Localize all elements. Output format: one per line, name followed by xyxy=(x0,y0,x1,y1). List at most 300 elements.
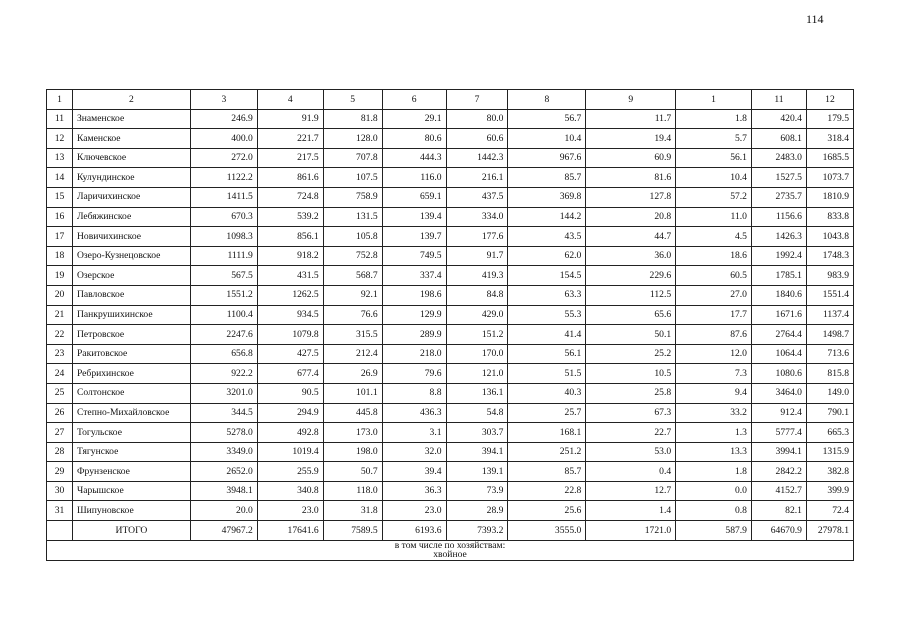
value-cell: 118.0 xyxy=(323,481,382,501)
table-row xyxy=(47,442,854,462)
value-cell: 121.0 xyxy=(446,364,508,384)
table-row xyxy=(47,187,854,207)
value-cell: 112.5 xyxy=(586,285,676,305)
total-blank-cell xyxy=(47,521,73,541)
value-cell: 5777.4 xyxy=(751,423,806,443)
value-cell: 1426.3 xyxy=(751,227,806,247)
value-cell: 139.1 xyxy=(446,462,508,482)
row-name: Лебяжинское xyxy=(72,207,190,227)
value-cell: 168.1 xyxy=(508,423,586,443)
value-cell: 427.5 xyxy=(257,344,323,364)
total-row xyxy=(47,521,854,541)
value-cell: 170.0 xyxy=(446,344,508,364)
table-row xyxy=(47,207,854,227)
table-row xyxy=(47,481,854,501)
value-cell: 399.9 xyxy=(806,481,853,501)
value-cell: 56.7 xyxy=(508,109,586,129)
value-cell: 251.2 xyxy=(508,442,586,462)
table-row xyxy=(47,344,854,364)
value-cell: 568.7 xyxy=(323,266,382,286)
value-cell: 1498.7 xyxy=(806,325,853,345)
value-cell: 5.7 xyxy=(676,129,752,149)
value-cell: 665.3 xyxy=(806,423,853,443)
value-cell: 3.1 xyxy=(382,423,446,443)
value-cell: 419.3 xyxy=(446,266,508,286)
total-value-cell: 7589.5 xyxy=(323,521,382,541)
value-cell: 1671.6 xyxy=(751,305,806,325)
value-cell: 492.8 xyxy=(257,423,323,443)
value-cell: 85.7 xyxy=(508,462,586,482)
value-cell: 1748.3 xyxy=(806,246,853,266)
value-cell: 1442.3 xyxy=(446,148,508,168)
header-cell: 12 xyxy=(806,90,853,110)
value-cell: 41.4 xyxy=(508,325,586,345)
value-cell: 217.5 xyxy=(257,148,323,168)
value-cell: 337.4 xyxy=(382,266,446,286)
value-cell: 177.6 xyxy=(446,227,508,247)
value-cell: 758.9 xyxy=(323,187,382,207)
value-cell: 1785.1 xyxy=(751,266,806,286)
value-cell: 221.7 xyxy=(257,129,323,149)
total-value-cell: 587.9 xyxy=(676,521,752,541)
value-cell: 1019.4 xyxy=(257,442,323,462)
total-value-cell: 1721.0 xyxy=(586,521,676,541)
value-cell: 40.3 xyxy=(508,383,586,403)
row-number: 26 xyxy=(47,403,73,423)
value-cell: 57.2 xyxy=(676,187,752,207)
value-cell: 92.1 xyxy=(323,285,382,305)
value-cell: 382.8 xyxy=(806,462,853,482)
value-cell: 116.0 xyxy=(382,168,446,188)
value-cell: 315.5 xyxy=(323,325,382,345)
value-cell: 91.9 xyxy=(257,109,323,129)
value-cell: 54.8 xyxy=(446,403,508,423)
row-number: 19 xyxy=(47,266,73,286)
value-cell: 8.8 xyxy=(382,383,446,403)
value-cell: 22.8 xyxy=(508,481,586,501)
value-cell: 198.6 xyxy=(382,285,446,305)
value-cell: 2652.0 xyxy=(190,462,257,482)
value-cell: 437.5 xyxy=(446,187,508,207)
table-row xyxy=(47,403,854,423)
header-cell: 1 xyxy=(47,90,73,110)
value-cell: 87.6 xyxy=(676,325,752,345)
value-cell: 7.3 xyxy=(676,364,752,384)
row-name: Ракитовское xyxy=(72,344,190,364)
value-cell: 677.4 xyxy=(257,364,323,384)
page-number: 114 xyxy=(806,12,824,26)
value-cell: 431.5 xyxy=(257,266,323,286)
value-cell: 2247.6 xyxy=(190,325,257,345)
value-cell: 80.6 xyxy=(382,129,446,149)
value-cell: 1.8 xyxy=(676,462,752,482)
row-name: Шипуновское xyxy=(72,501,190,521)
total-value-cell: 27978.1 xyxy=(806,521,853,541)
value-cell: 1685.5 xyxy=(806,148,853,168)
value-cell: 36.3 xyxy=(382,481,446,501)
value-cell: 1315.9 xyxy=(806,442,853,462)
value-cell: 65.6 xyxy=(586,305,676,325)
value-cell: 149.0 xyxy=(806,383,853,403)
row-number: 14 xyxy=(47,168,73,188)
footer-cell xyxy=(47,540,854,560)
table-row xyxy=(47,383,854,403)
row-name: Петровское xyxy=(72,325,190,345)
value-cell: 539.2 xyxy=(257,207,323,227)
value-cell: 39.4 xyxy=(382,462,446,482)
value-cell: 129.9 xyxy=(382,305,446,325)
value-cell: 3201.0 xyxy=(190,383,257,403)
value-cell: 67.3 xyxy=(586,403,676,423)
value-cell: 32.0 xyxy=(382,442,446,462)
value-cell: 856.1 xyxy=(257,227,323,247)
value-cell: 1043.8 xyxy=(806,227,853,247)
value-cell: 127.8 xyxy=(586,187,676,207)
value-cell: 344.5 xyxy=(190,403,257,423)
value-cell: 436.3 xyxy=(382,403,446,423)
row-name: Новичихинское xyxy=(72,227,190,247)
value-cell: 656.8 xyxy=(190,344,257,364)
value-cell: 90.5 xyxy=(257,383,323,403)
value-cell: 25.7 xyxy=(508,403,586,423)
value-cell: 1.8 xyxy=(676,109,752,129)
value-cell: 55.3 xyxy=(508,305,586,325)
value-cell: 25.2 xyxy=(586,344,676,364)
value-cell: 445.8 xyxy=(323,403,382,423)
header-cell: 11 xyxy=(751,90,806,110)
value-cell: 179.5 xyxy=(806,109,853,129)
value-cell: 1064.4 xyxy=(751,344,806,364)
value-cell: 2764.4 xyxy=(751,325,806,345)
value-cell: 22.7 xyxy=(586,423,676,443)
row-number: 28 xyxy=(47,442,73,462)
value-cell: 3948.1 xyxy=(190,481,257,501)
value-cell: 1073.7 xyxy=(806,168,853,188)
value-cell: 724.8 xyxy=(257,187,323,207)
table-row xyxy=(47,129,854,149)
row-name: Чарышское xyxy=(72,481,190,501)
value-cell: 43.5 xyxy=(508,227,586,247)
value-cell: 76.6 xyxy=(323,305,382,325)
value-cell: 229.6 xyxy=(586,266,676,286)
header-cell: 7 xyxy=(446,90,508,110)
total-value-cell: 64670.9 xyxy=(751,521,806,541)
row-number: 24 xyxy=(47,364,73,384)
table-row xyxy=(47,501,854,521)
value-cell: 63.3 xyxy=(508,285,586,305)
value-cell: 670.3 xyxy=(190,207,257,227)
value-cell: 0.4 xyxy=(586,462,676,482)
table-row xyxy=(47,364,854,384)
value-cell: 10.4 xyxy=(676,168,752,188)
row-number: 30 xyxy=(47,481,73,501)
value-cell: 136.1 xyxy=(446,383,508,403)
value-cell: 128.0 xyxy=(323,129,382,149)
header-cell: 6 xyxy=(382,90,446,110)
value-cell: 934.5 xyxy=(257,305,323,325)
total-label: ИТОГО xyxy=(72,521,190,541)
value-cell: 20.0 xyxy=(190,501,257,521)
value-cell: 1.3 xyxy=(676,423,752,443)
value-cell: 218.0 xyxy=(382,344,446,364)
value-cell: 1992.4 xyxy=(751,246,806,266)
value-cell: 12.7 xyxy=(586,481,676,501)
value-cell: 139.4 xyxy=(382,207,446,227)
row-name: Ребрихинское xyxy=(72,364,190,384)
value-cell: 60.6 xyxy=(446,129,508,149)
row-number: 25 xyxy=(47,383,73,403)
value-cell: 139.7 xyxy=(382,227,446,247)
value-cell: 107.5 xyxy=(323,168,382,188)
row-name: Озеро-Кузнецовское xyxy=(72,246,190,266)
value-cell: 1100.4 xyxy=(190,305,257,325)
value-cell: 151.2 xyxy=(446,325,508,345)
value-cell: 429.0 xyxy=(446,305,508,325)
row-name: Панкрушихинское xyxy=(72,305,190,325)
value-cell: 1527.5 xyxy=(751,168,806,188)
total-value-cell: 17641.6 xyxy=(257,521,323,541)
value-cell: 2483.0 xyxy=(751,148,806,168)
value-cell: 1810.9 xyxy=(806,187,853,207)
value-cell: 1137.4 xyxy=(806,305,853,325)
value-cell: 101.1 xyxy=(323,383,382,403)
value-cell: 1840.6 xyxy=(751,285,806,305)
row-name: Знаменское xyxy=(72,109,190,129)
value-cell: 28.9 xyxy=(446,501,508,521)
value-cell: 23.0 xyxy=(257,501,323,521)
value-cell: 318.4 xyxy=(806,129,853,149)
value-cell: 84.8 xyxy=(446,285,508,305)
value-cell: 3349.0 xyxy=(190,442,257,462)
value-cell: 1551.2 xyxy=(190,285,257,305)
value-cell: 4152.7 xyxy=(751,481,806,501)
table-row xyxy=(47,246,854,266)
row-name: Кулундинское xyxy=(72,168,190,188)
row-number: 17 xyxy=(47,227,73,247)
value-cell: 4.5 xyxy=(676,227,752,247)
value-cell: 294.9 xyxy=(257,403,323,423)
table-row xyxy=(47,423,854,443)
value-cell: 62.0 xyxy=(508,246,586,266)
value-cell: 36.0 xyxy=(586,246,676,266)
header-cell: 3 xyxy=(190,90,257,110)
value-cell: 212.4 xyxy=(323,344,382,364)
row-name: Ключевское xyxy=(72,148,190,168)
value-cell: 444.3 xyxy=(382,148,446,168)
row-name: Озерское xyxy=(72,266,190,286)
value-cell: 33.2 xyxy=(676,403,752,423)
row-number: 21 xyxy=(47,305,73,325)
total-value-cell: 47967.2 xyxy=(190,521,257,541)
row-name: Каменское xyxy=(72,129,190,149)
total-value-cell: 7393.2 xyxy=(446,521,508,541)
value-cell: 922.2 xyxy=(190,364,257,384)
value-cell: 861.6 xyxy=(257,168,323,188)
value-cell: 0.8 xyxy=(676,501,752,521)
header-cell: 8 xyxy=(508,90,586,110)
value-cell: 790.1 xyxy=(806,403,853,423)
value-cell: 50.1 xyxy=(586,325,676,345)
row-name: Фрунзенское xyxy=(72,462,190,482)
value-cell: 707.8 xyxy=(323,148,382,168)
value-cell: 154.5 xyxy=(508,266,586,286)
value-cell: 81.6 xyxy=(586,168,676,188)
value-cell: 12.0 xyxy=(676,344,752,364)
total-value-cell: 6193.6 xyxy=(382,521,446,541)
value-cell: 1411.5 xyxy=(190,187,257,207)
value-cell: 17.7 xyxy=(676,305,752,325)
table-row xyxy=(47,148,854,168)
value-cell: 10.5 xyxy=(586,364,676,384)
row-number: 16 xyxy=(47,207,73,227)
value-cell: 81.8 xyxy=(323,109,382,129)
value-cell: 608.1 xyxy=(751,129,806,149)
value-cell: 967.6 xyxy=(508,148,586,168)
value-cell: 10.4 xyxy=(508,129,586,149)
table-row xyxy=(47,305,854,325)
value-cell: 394.1 xyxy=(446,442,508,462)
row-number: 11 xyxy=(47,109,73,129)
value-cell: 27.0 xyxy=(676,285,752,305)
value-cell: 567.5 xyxy=(190,266,257,286)
value-cell: 1098.3 xyxy=(190,227,257,247)
row-name: Степно-Михайловское xyxy=(72,403,190,423)
value-cell: 198.0 xyxy=(323,442,382,462)
value-cell: 340.8 xyxy=(257,481,323,501)
value-cell: 3994.1 xyxy=(751,442,806,462)
row-number: 13 xyxy=(47,148,73,168)
value-cell: 0.0 xyxy=(676,481,752,501)
total-value-cell: 3555.0 xyxy=(508,521,586,541)
value-cell: 1.4 xyxy=(586,501,676,521)
value-cell: 56.1 xyxy=(508,344,586,364)
value-cell: 50.7 xyxy=(323,462,382,482)
value-cell: 400.0 xyxy=(190,129,257,149)
value-cell: 131.5 xyxy=(323,207,382,227)
value-cell: 31.8 xyxy=(323,501,382,521)
value-cell: 983.9 xyxy=(806,266,853,286)
value-cell: 105.8 xyxy=(323,227,382,247)
table-row xyxy=(47,109,854,129)
footer-row xyxy=(47,540,854,560)
value-cell: 216.1 xyxy=(446,168,508,188)
value-cell: 25.6 xyxy=(508,501,586,521)
row-number: 29 xyxy=(47,462,73,482)
row-number: 31 xyxy=(47,501,73,521)
value-cell: 420.4 xyxy=(751,109,806,129)
table-row xyxy=(47,266,854,286)
header-cell: 4 xyxy=(257,90,323,110)
row-number: 22 xyxy=(47,325,73,345)
value-cell: 85.7 xyxy=(508,168,586,188)
value-cell: 752.8 xyxy=(323,246,382,266)
table-row xyxy=(47,285,854,305)
value-cell: 20.8 xyxy=(586,207,676,227)
value-cell: 659.1 xyxy=(382,187,446,207)
value-cell: 289.9 xyxy=(382,325,446,345)
table-row xyxy=(47,325,854,345)
value-cell: 25.8 xyxy=(586,383,676,403)
value-cell: 29.1 xyxy=(382,109,446,129)
value-cell: 79.6 xyxy=(382,364,446,384)
value-cell: 713.6 xyxy=(806,344,853,364)
value-cell: 255.9 xyxy=(257,462,323,482)
value-cell: 72.4 xyxy=(806,501,853,521)
row-name: Тягунское xyxy=(72,442,190,462)
row-number: 18 xyxy=(47,246,73,266)
value-cell: 1551.4 xyxy=(806,285,853,305)
value-cell: 82.1 xyxy=(751,501,806,521)
header-cell: 9 xyxy=(586,90,676,110)
value-cell: 53.0 xyxy=(586,442,676,462)
value-cell: 9.4 xyxy=(676,383,752,403)
row-name: Солтонское xyxy=(72,383,190,403)
value-cell: 303.7 xyxy=(446,423,508,443)
value-cell: 73.9 xyxy=(446,481,508,501)
value-cell: 60.9 xyxy=(586,148,676,168)
value-cell: 11.0 xyxy=(676,207,752,227)
value-cell: 833.8 xyxy=(806,207,853,227)
value-cell: 815.8 xyxy=(806,364,853,384)
table-row xyxy=(47,227,854,247)
value-cell: 26.9 xyxy=(323,364,382,384)
value-cell: 272.0 xyxy=(190,148,257,168)
value-cell: 144.2 xyxy=(508,207,586,227)
footer-subtitle: в том числе по хозяйствам: xyxy=(394,539,506,551)
value-cell: 246.9 xyxy=(190,109,257,129)
header-cell: 2 xyxy=(72,90,190,110)
value-cell: 912.4 xyxy=(751,403,806,423)
value-cell: 1079.8 xyxy=(257,325,323,345)
header-cell: 5 xyxy=(323,90,382,110)
value-cell: 91.7 xyxy=(446,246,508,266)
data-table xyxy=(46,89,854,561)
row-name: Ларичихинское xyxy=(72,187,190,207)
value-cell: 19.4 xyxy=(586,129,676,149)
row-name: Павловское xyxy=(72,285,190,305)
value-cell: 1156.6 xyxy=(751,207,806,227)
row-name: Тогульское xyxy=(72,423,190,443)
value-cell: 1122.2 xyxy=(190,168,257,188)
value-cell: 1262.5 xyxy=(257,285,323,305)
value-cell: 173.0 xyxy=(323,423,382,443)
row-number: 23 xyxy=(47,344,73,364)
value-cell: 5278.0 xyxy=(190,423,257,443)
value-cell: 334.0 xyxy=(446,207,508,227)
value-cell: 749.5 xyxy=(382,246,446,266)
value-cell: 56.1 xyxy=(676,148,752,168)
table-row xyxy=(47,462,854,482)
value-cell: 3464.0 xyxy=(751,383,806,403)
value-cell: 11.7 xyxy=(586,109,676,129)
footer-category: хвойное xyxy=(433,549,467,561)
value-cell: 60.5 xyxy=(676,266,752,286)
value-cell: 2842.2 xyxy=(751,462,806,482)
header-row xyxy=(47,90,854,110)
value-cell: 13.3 xyxy=(676,442,752,462)
value-cell: 44.7 xyxy=(586,227,676,247)
value-cell: 23.0 xyxy=(382,501,446,521)
value-cell: 369.8 xyxy=(508,187,586,207)
row-number: 12 xyxy=(47,129,73,149)
header-cell: 1 xyxy=(676,90,752,110)
table-row xyxy=(47,168,854,188)
value-cell: 1080.6 xyxy=(751,364,806,384)
value-cell: 18.6 xyxy=(676,246,752,266)
value-cell: 1111.9 xyxy=(190,246,257,266)
row-number: 15 xyxy=(47,187,73,207)
value-cell: 918.2 xyxy=(257,246,323,266)
